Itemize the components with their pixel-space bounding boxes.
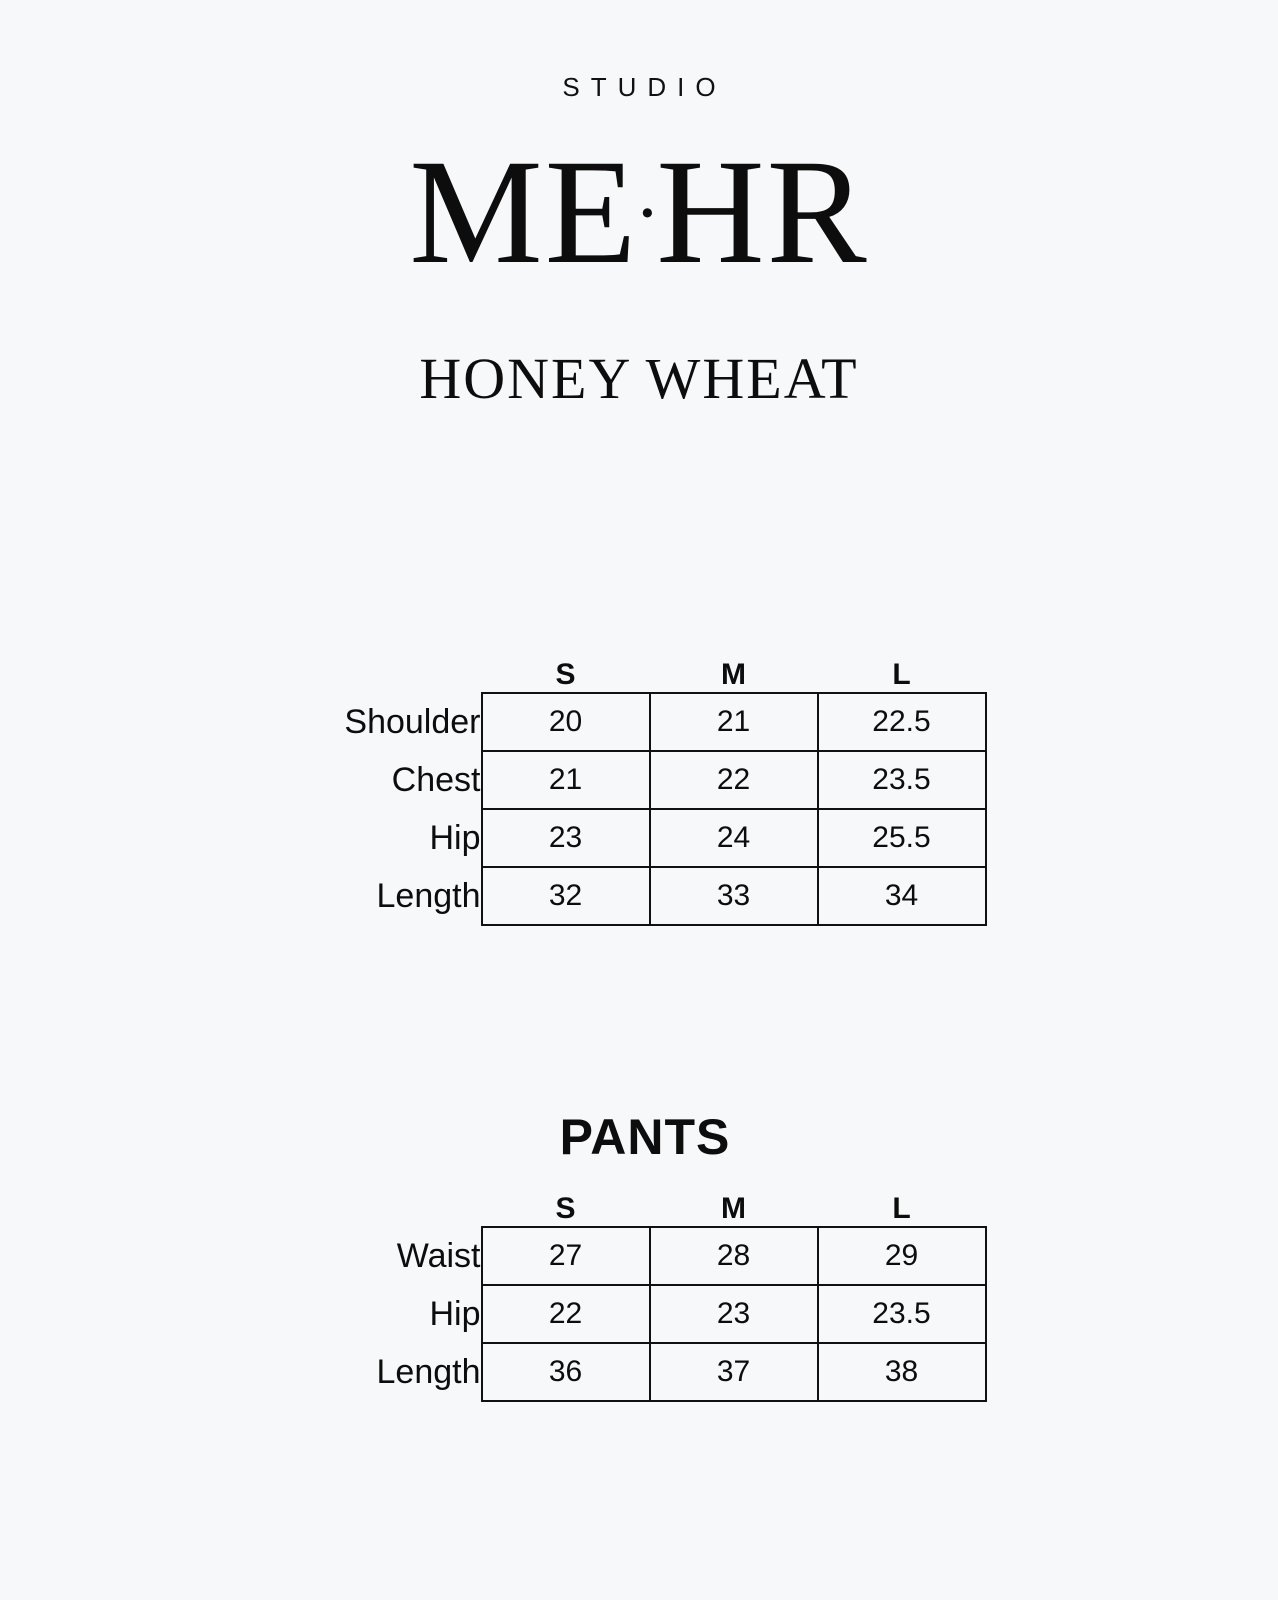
cell-waist-l: 29 [818,1227,986,1285]
header-spacer [292,648,482,693]
cell-length-m: 33 [650,867,818,925]
row-label-shoulder: Shoulder [344,702,481,741]
table-row [292,1227,986,1285]
column-header-l: L [892,1192,911,1225]
pants-size-chart-table [292,1182,987,1402]
cell-chest-m: 22 [650,751,818,809]
table-header-row [292,1182,986,1227]
cell-length-l: 34 [818,867,986,925]
cell-chest-l: 23.5 [818,751,986,809]
column-header-s: S [555,658,576,691]
cell-length-m: 37 [650,1343,818,1401]
cell-hip-l: 23.5 [818,1285,986,1343]
top-size-chart-table [292,648,987,926]
cell-shoulder-s: 20 [482,693,650,751]
cell-length-s: 32 [482,867,650,925]
row-label-waist: Waist [396,1236,481,1275]
column-header-l: L [892,658,911,691]
table-row [292,693,986,751]
column-header-m: M [721,658,746,691]
table-header-row [292,648,986,693]
table-row [292,809,986,867]
row-label-length: Length [376,1352,481,1391]
cell-hip-l: 25.5 [818,809,986,867]
row-label-hip: Hip [429,818,481,857]
cell-hip-s: 23 [482,809,650,867]
brand-name-dot: · [634,168,661,256]
cell-length-l: 38 [818,1343,986,1401]
brand-header [0,0,1278,412]
brand-name-right: HR [656,129,869,295]
pants-size-chart-block [0,1108,1278,1402]
cell-waist-s: 27 [482,1227,650,1285]
cell-shoulder-l: 22.5 [818,693,986,751]
cell-shoulder-m: 21 [650,693,818,751]
pants-section-title: PANTS [559,1109,731,1165]
brand-logo-wordmark [0,129,1278,295]
brand-name-left: ME [409,129,639,295]
table-row [292,1285,986,1343]
header-spacer [292,1182,482,1227]
cell-chest-s: 21 [482,751,650,809]
row-label-length: Length [376,876,481,915]
table-row [292,751,986,809]
table-row [292,1343,986,1401]
row-label-chest: Chest [391,760,481,799]
brand-studio-text: STUDIO [562,72,727,102]
cell-waist-m: 28 [650,1227,818,1285]
table-row [292,867,986,925]
column-header-m: M [721,1192,746,1225]
top-size-chart-block [0,648,1278,926]
cell-hip-m: 23 [650,1285,818,1343]
cell-length-s: 36 [482,1343,650,1401]
cell-hip-m: 24 [650,809,818,867]
column-header-s: S [555,1192,576,1225]
cell-hip-s: 22 [482,1285,650,1343]
row-label-hip: Hip [429,1294,481,1333]
collection-title: HONEY WHEAT [419,346,859,411]
